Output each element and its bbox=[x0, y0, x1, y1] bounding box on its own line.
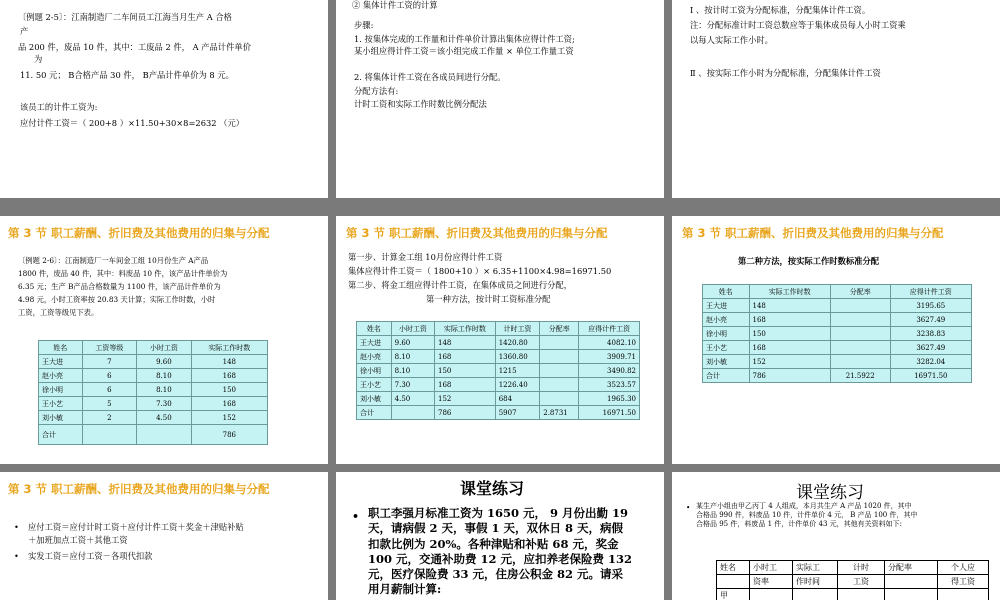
table-cell: 684 bbox=[495, 392, 540, 406]
table-row bbox=[703, 341, 972, 355]
table-cell: 168 bbox=[191, 369, 267, 383]
slide-classroom-exercise-1[interactable] bbox=[336, 472, 664, 600]
exercise-text bbox=[696, 502, 917, 529]
table-cell: 赵小亮 bbox=[357, 350, 392, 364]
table-cell: 刘小敏 bbox=[357, 392, 392, 406]
table-header: 小时工 bbox=[750, 561, 793, 575]
table-cell: 9.60 bbox=[137, 355, 192, 369]
slide-distribution-standards[interactable] bbox=[672, 0, 1000, 198]
exercise-line: 合格品 95 件，料废品 1 件，计件单价 43 元，其他有关资料如下: bbox=[696, 520, 902, 529]
table-row bbox=[357, 364, 640, 378]
exercise-line: 天，请病假 2 天，事假 1 天，双休日 8 天，病假 bbox=[368, 521, 624, 536]
example-line-3: 11. 50 元； B合格产品 30 件， B产品计件单价为 8 元。 bbox=[20, 70, 234, 80]
table-cell: 王大进 bbox=[357, 336, 392, 350]
example-line-4: 该员工的计件工资为: bbox=[20, 102, 98, 112]
example-p5: 工资，工资等级见下表。 bbox=[18, 308, 99, 317]
table-cell: 王大进 bbox=[703, 299, 750, 313]
table-header: 工资 bbox=[838, 575, 885, 589]
slide-header: 第 3 节 职工薪酬、折旧费及其他费用的归集与分配 bbox=[346, 226, 608, 240]
table-cell: 4082.10 bbox=[579, 336, 640, 350]
table-cell: 7.30 bbox=[137, 397, 192, 411]
example-line-1: 〔例题 2-5〕：江南制造厂二车间员工江海当月生产 A 合格 bbox=[18, 12, 232, 22]
table-cell: 3627.49 bbox=[890, 341, 971, 355]
exercise-line: 某生产小组由甲乙丙丁 4 人组成，本月共生产 A 产品 1020 件，其中 bbox=[696, 502, 912, 510]
step-2: 2. 将集体计件工资在各成员间进行分配。 bbox=[354, 72, 506, 82]
table-header: 作时间 bbox=[793, 575, 838, 589]
slide-collective-piece-wage[interactable] bbox=[336, 0, 664, 198]
table-row bbox=[703, 355, 972, 369]
table-cell: 168 bbox=[749, 341, 830, 355]
method-1-table bbox=[356, 321, 640, 420]
bullet-dot: • bbox=[686, 503, 691, 512]
table-row bbox=[703, 313, 972, 327]
table-header: 应得计件工资 bbox=[890, 285, 971, 299]
table-header bbox=[717, 575, 750, 589]
slide-method-1-table[interactable] bbox=[336, 216, 664, 464]
table-cell bbox=[540, 336, 579, 350]
table-cell: 5 bbox=[82, 397, 137, 411]
table-row bbox=[39, 355, 268, 369]
table-cell bbox=[540, 392, 579, 406]
slide-header: 第 3 节 职工薪酬、折旧费及其他费用的归集与分配 bbox=[682, 226, 944, 240]
table-cell: 152 bbox=[749, 355, 830, 369]
table-cell: 1965.30 bbox=[579, 392, 640, 406]
table-row bbox=[357, 378, 640, 392]
slide-method-2-table[interactable] bbox=[672, 216, 1000, 464]
table-cell: 王小艺 bbox=[703, 341, 750, 355]
table-cell: 168 bbox=[191, 397, 267, 411]
table-cell: 21.5922 bbox=[830, 369, 890, 383]
table-cell: 4.50 bbox=[137, 411, 192, 425]
table-header: 实际工 bbox=[793, 561, 838, 575]
slide-classroom-exercise-2[interactable] bbox=[672, 472, 1000, 600]
table-cell: 1215 bbox=[495, 364, 540, 378]
table-cell bbox=[885, 589, 938, 600]
table-cell: 150 bbox=[191, 383, 267, 397]
table-header: 实际工作时数 bbox=[749, 285, 830, 299]
table-row-total bbox=[703, 369, 972, 383]
table-header: 分配率 bbox=[540, 322, 579, 336]
bullet-dot: • bbox=[352, 510, 360, 523]
exercise-table bbox=[716, 560, 989, 600]
table-cell: 3523.57 bbox=[579, 378, 640, 392]
table-row bbox=[703, 299, 972, 313]
table-cell: 8.10 bbox=[391, 350, 434, 364]
table-header: 姓名 bbox=[703, 285, 750, 299]
table-cell: 3490.82 bbox=[579, 364, 640, 378]
table-row bbox=[703, 327, 972, 341]
table-cell: 3238.83 bbox=[890, 327, 971, 341]
table-cell: 168 bbox=[435, 350, 496, 364]
example-p3: 6.35 元；生产 B产品合格数量为 1100 件，该产品计件单价为 bbox=[18, 282, 221, 291]
table-header: 实际工作时数 bbox=[435, 322, 496, 336]
table-header: 资率 bbox=[750, 575, 793, 589]
table-cell: 合计 bbox=[357, 406, 392, 420]
table-cell: 16971.50 bbox=[890, 369, 971, 383]
table-cell bbox=[540, 378, 579, 392]
table-header: 姓名 bbox=[717, 561, 750, 575]
table-cell bbox=[838, 589, 885, 600]
method-1: Ⅰ 、按计时工资为分配标准，分配集体计件工资。 bbox=[690, 5, 871, 15]
table-cell: 168 bbox=[749, 313, 830, 327]
table-cell: 152 bbox=[435, 392, 496, 406]
method-2-title: 第二种方法，按实际工作时数标准分配 bbox=[738, 256, 880, 266]
step-1-text: 第一步、计算金工组 10月份应得计件工资 bbox=[348, 252, 503, 262]
table-cell: 3282.04 bbox=[890, 355, 971, 369]
slide-header: 第 3 节 职工薪酬、折旧费及其他费用的归集与分配 bbox=[8, 226, 270, 240]
table-cell: 徐小明 bbox=[39, 383, 83, 397]
slide-example-2-6[interactable] bbox=[0, 216, 328, 464]
table-header: 小时工资 bbox=[137, 341, 192, 355]
table-row-total bbox=[39, 425, 268, 445]
bullet-dot: • bbox=[14, 551, 19, 561]
slide-header: 第 3 节 职工薪酬、折旧费及其他费用的归集与分配 bbox=[8, 482, 270, 496]
exercise-title: 课堂练习 bbox=[796, 483, 864, 503]
methods-text: 计时工资和实际工作时数比例分配法 bbox=[354, 99, 487, 109]
slide-wage-formulas[interactable] bbox=[0, 472, 328, 600]
table-cell: 3627.49 bbox=[890, 313, 971, 327]
table-header: 计时 bbox=[838, 561, 885, 575]
table-header: 分配率 bbox=[830, 285, 890, 299]
table-cell: 786 bbox=[749, 369, 830, 383]
table-cell: 赵小亮 bbox=[703, 313, 750, 327]
exercise-line: 扣款比例为 20%。各种津贴和补贴 68 元，奖金 bbox=[368, 536, 619, 551]
method-2: Ⅱ 、按实际工作小时为分配标准，分配集体计件工资 bbox=[690, 68, 881, 78]
example-p1: 〔例题 2-6〕：江南制造厂一车间金工组 10月份生产 A产品 bbox=[18, 256, 209, 265]
table-cell: 4.50 bbox=[391, 392, 434, 406]
example-line-2b: 为 bbox=[34, 54, 43, 64]
method-note: 注：分配标准计时工资总数应等于集体成员每人小时工资乘 bbox=[690, 20, 906, 30]
table-cell: 1226.40 bbox=[495, 378, 540, 392]
table-cell: 徐小明 bbox=[703, 327, 750, 341]
table-row bbox=[39, 411, 268, 425]
table-header: 姓名 bbox=[39, 341, 83, 355]
exercise-title: 课堂练习 bbox=[460, 479, 525, 498]
table-cell: 786 bbox=[435, 406, 496, 420]
table-cell bbox=[540, 364, 579, 378]
table-cell: 刘小敏 bbox=[703, 355, 750, 369]
table-cell: 3195.65 bbox=[890, 299, 971, 313]
net-wage-formula: 实发工资＝应付工资－各项代扣款 bbox=[28, 551, 153, 561]
table-cell: 168 bbox=[435, 378, 496, 392]
table-cell: 152 bbox=[191, 411, 267, 425]
table-cell: 148 bbox=[749, 299, 830, 313]
exercise-text bbox=[368, 506, 632, 598]
steps-label: 步骤: bbox=[354, 20, 374, 30]
exercise-line: 100 元，交通补助费 12 元，应扣养老保险费 132 bbox=[368, 551, 633, 566]
exercise-line: 元，医疗保险费 33 元，住房公积金 82 元。请采 bbox=[368, 567, 624, 582]
method-note-2: 以每人实际工作小时。 bbox=[690, 35, 773, 45]
slide-example-2-5[interactable] bbox=[0, 0, 328, 198]
table-cell bbox=[82, 425, 137, 445]
table-header bbox=[885, 575, 938, 589]
table-cell: 3909.71 bbox=[579, 350, 640, 364]
table-cell: 赵小亮 bbox=[39, 369, 83, 383]
table-header: 小时工资 bbox=[391, 322, 434, 336]
methods-label: 分配方法有: bbox=[354, 86, 399, 96]
table-cell: 150 bbox=[435, 364, 496, 378]
table-cell bbox=[793, 589, 838, 600]
exercise-line: 合格品 990 件，料废品 10 件，计件单价 4 元， B 产品 100 件，其中 bbox=[696, 511, 918, 520]
table-cell: 王小艺 bbox=[39, 397, 83, 411]
table-cell bbox=[938, 589, 989, 600]
table-header: 实际工作时数 bbox=[191, 341, 267, 355]
table-cell: 8.10 bbox=[137, 369, 192, 383]
table-cell: 2 bbox=[82, 411, 137, 425]
payable-wage-formula: 应付工资＝应付计时工资＋应付计件工资＋奖金＋津贴补贴 bbox=[28, 522, 244, 532]
bullet-dot: • bbox=[14, 522, 19, 532]
table-row bbox=[357, 350, 640, 364]
exercise-line: 用月薪制计算: bbox=[368, 582, 442, 597]
example-p4: 4.98 元，小时工资率按 20.83 天计算；实际工作时数，小时 bbox=[18, 295, 216, 304]
exercise-line: 职工李强月标准工资为 1650 元， 9 月份出勤 19 bbox=[368, 506, 629, 520]
table-cell: 合计 bbox=[39, 425, 83, 445]
step-1: 1. 按集体完成的工作量和计件单价计算出集体应得计件工资; bbox=[354, 34, 575, 44]
table-cell bbox=[750, 589, 793, 600]
table-cell bbox=[830, 313, 890, 327]
example-p2: 1800 件，废品 40 件，其中：料废品 10 件，该产品计件单价为 bbox=[18, 269, 228, 278]
table-cell: 王小艺 bbox=[357, 378, 392, 392]
method-1-title: 第一种方法，按计时工资标准分配 bbox=[426, 294, 551, 304]
wage-grade-table bbox=[38, 340, 268, 445]
table-cell: 2.8731 bbox=[540, 406, 579, 420]
example-line-1b: 产 bbox=[20, 26, 29, 36]
table-row bbox=[717, 589, 989, 600]
table-header: 应得计件工资 bbox=[579, 322, 640, 336]
table-header: 个人应 bbox=[938, 561, 989, 575]
table-row-total bbox=[357, 406, 640, 420]
table-header: 计时工资 bbox=[495, 322, 540, 336]
table-row bbox=[39, 383, 268, 397]
table-cell: 1420.80 bbox=[495, 336, 540, 350]
table-cell: 合计 bbox=[703, 369, 750, 383]
table-header: 姓名 bbox=[357, 322, 392, 336]
example-formula: 应付计件工资＝（ 200+8 ）×11.50+30×8=2632 （元） bbox=[20, 118, 245, 128]
table-header: 分配率 bbox=[885, 561, 938, 575]
table-cell: 6 bbox=[82, 369, 137, 383]
table-cell: 148 bbox=[191, 355, 267, 369]
table-cell: 16971.50 bbox=[579, 406, 640, 420]
table-cell: 8.10 bbox=[137, 383, 192, 397]
table-cell bbox=[830, 299, 890, 313]
table-cell: 刘小敏 bbox=[39, 411, 83, 425]
table-cell: 5907 bbox=[495, 406, 540, 420]
section-heading: ② 集体计件工资的计算 bbox=[352, 0, 438, 10]
table-cell bbox=[830, 341, 890, 355]
table-cell: 148 bbox=[435, 336, 496, 350]
step-1-formula: 某小组应得计件工资＝该小组完成工作量 × 单位工作量工资 bbox=[354, 46, 574, 56]
collective-formula: 集体应得计件工资＝（ 1800+10 ）× 6.35+1100×4.98=16971.50 bbox=[348, 266, 612, 276]
table-cell: 7.30 bbox=[391, 378, 434, 392]
step-2-text: 第二步、将金工组应得计件工资，在集体成员之间进行分配， bbox=[348, 280, 573, 290]
table-cell: 8.10 bbox=[391, 364, 434, 378]
table-cell: 甲 bbox=[717, 589, 750, 600]
table-cell: 徐小明 bbox=[357, 364, 392, 378]
table-header: 得工资 bbox=[938, 575, 989, 589]
example-line-2: 品 200 件，废品 10 件，其中：工废品 2 件， A 产品计件单价 bbox=[18, 42, 251, 52]
table-cell bbox=[137, 425, 192, 445]
table-cell: 150 bbox=[749, 327, 830, 341]
table-cell bbox=[830, 327, 890, 341]
table-cell: 6 bbox=[82, 383, 137, 397]
table-cell: 7 bbox=[82, 355, 137, 369]
method-2-table bbox=[702, 284, 972, 383]
table-cell bbox=[391, 406, 434, 420]
table-cell bbox=[540, 350, 579, 364]
table-row bbox=[39, 397, 268, 411]
payable-wage-formula-cont: ＋加班加点工资＋其他工资 bbox=[28, 535, 128, 545]
table-cell: 786 bbox=[191, 425, 267, 445]
table-cell: 9.60 bbox=[391, 336, 434, 350]
table-row bbox=[357, 336, 640, 350]
table-cell bbox=[830, 355, 890, 369]
table-header: 工资等级 bbox=[82, 341, 137, 355]
table-row bbox=[39, 369, 268, 383]
table-row bbox=[357, 392, 640, 406]
table-cell: 王大进 bbox=[39, 355, 83, 369]
table-cell: 1360.80 bbox=[495, 350, 540, 364]
